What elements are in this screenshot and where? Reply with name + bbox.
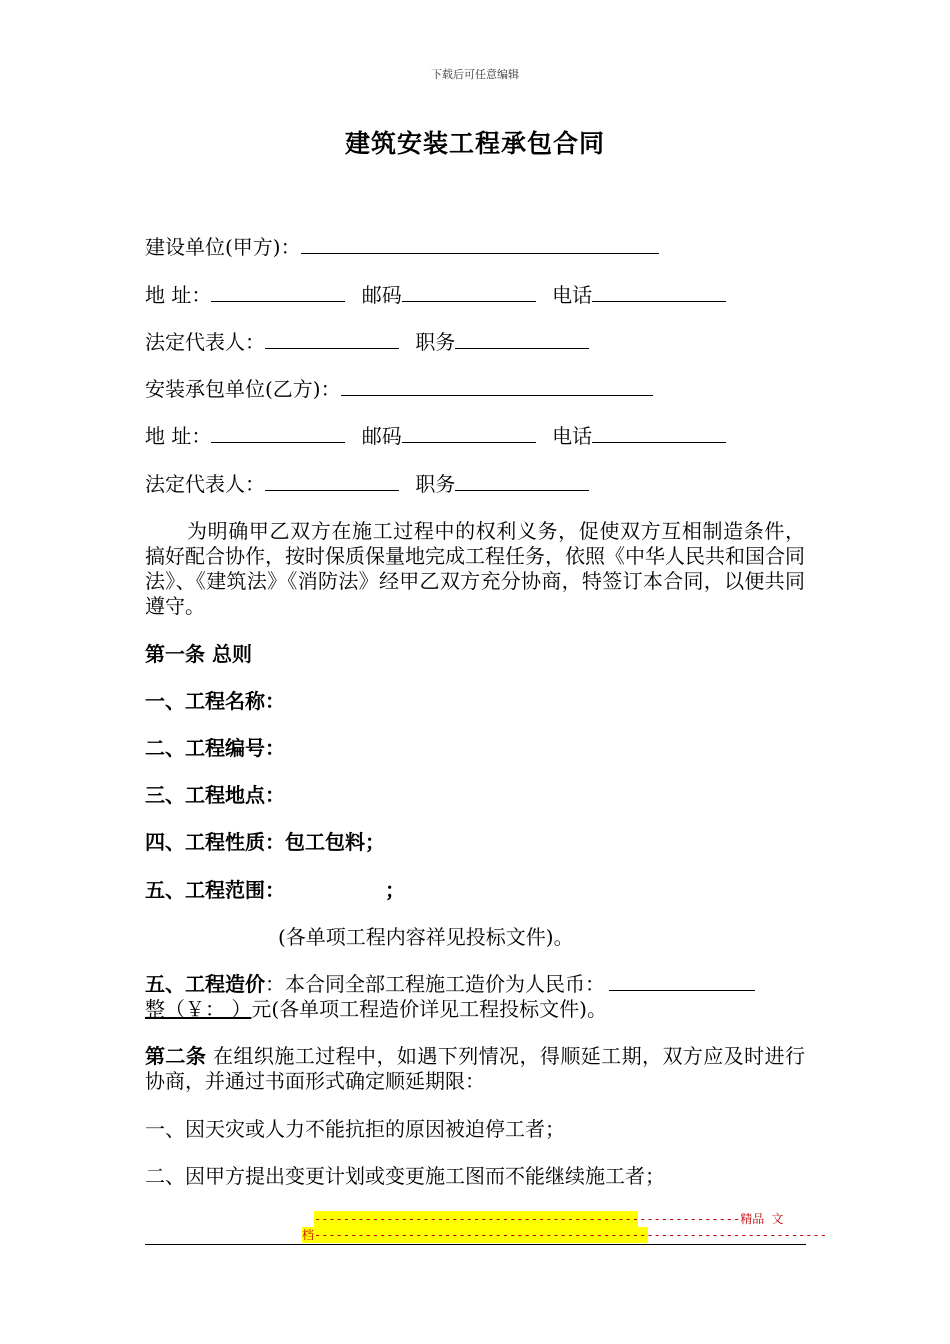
party-a-rep-label: 法定代表人： — [145, 330, 265, 354]
article-1-item-5-note: (各单项工程内容祥见投标文件)。 — [278, 925, 574, 949]
article-1-heading: 第一条 总则 — [145, 642, 252, 666]
article-1-item-5-tail: ； — [385, 878, 405, 902]
party-a-position-blank — [455, 328, 589, 349]
party-a-rep-line — [145, 327, 589, 357]
article-2-heading: 第二条 — [145, 1044, 207, 1068]
intro-paragraph: 为明确甲乙双方在施工过程中的权利义务，促使双方互相制造条件，搞好配合协作，按时保质保量地完成工程任务，依照《中华人民共和国合同法》、《建筑法》《消防法》经甲乙双方充分协商，特签订本合同，以便共同遵守。 — [145, 519, 805, 618]
article-1-item-2: 二、工程编号： — [145, 736, 285, 760]
party-b-address-line — [145, 421, 726, 451]
party-a-postcode-label: 邮码 — [361, 283, 402, 307]
party-a-address-label: 地 址： — [145, 283, 212, 307]
cost-line-2 — [145, 994, 607, 1024]
article-1-item-5 — [145, 875, 405, 905]
party-b-position-label: 职务 — [415, 472, 456, 496]
header-note: 下载后可任意编辑 — [431, 68, 519, 81]
party-a-label: 建设单位(甲方)： — [145, 235, 301, 259]
party-a-rep-blank — [265, 328, 399, 349]
article-2-item-2: 二、因甲方提出变更计划或变更施工图而不能继续施工者； — [145, 1164, 665, 1188]
party-b-label: 安装承包单位(乙方)： — [145, 377, 341, 401]
party-a-postcode-blank — [402, 281, 536, 302]
party-a-phone-label: 电话 — [552, 283, 593, 307]
party-b-phone-blank — [592, 422, 726, 443]
party-a-phone-blank — [592, 281, 726, 302]
party-a-address-line — [145, 280, 726, 310]
party-b-line — [145, 374, 653, 404]
party-a-address-blank — [211, 281, 345, 302]
cost-text: ：本合同全部工程施工造价为人民币： — [265, 972, 605, 996]
party-a-name-blank — [301, 233, 659, 254]
party-b-rep-blank — [265, 470, 399, 491]
party-b-position-blank — [455, 470, 589, 491]
party-b-address-label: 地 址： — [145, 424, 212, 448]
party-b-rep-line — [145, 469, 589, 499]
cost-yuan-blank: 整（￥： ） — [145, 997, 252, 1021]
party-a-position-label: 职务 — [415, 330, 456, 354]
article-2-text: 在组织施工过程中，如遇下列情况，得顺延工期，双方应及时进行协商，并通过书面形式确定顺延期限： — [145, 1044, 806, 1093]
article-1-item-4: 四、工程性质：包工包料； — [145, 830, 385, 854]
footer-watermark-line-2: 档----------------------------------------------------------------------- — [302, 1228, 827, 1242]
article-2-item-1: 一、因天灾或人力不能抗拒的原因被迫停工者； — [145, 1117, 565, 1141]
cost-amount-blank — [609, 970, 755, 991]
party-b-phone-label: 电话 — [552, 424, 593, 448]
footer-watermark-line-1: -----------------------------------------------------------精品 文 — [314, 1212, 784, 1226]
party-b-postcode-label: 邮码 — [361, 424, 402, 448]
cost-label: 五、工程造价 — [145, 972, 265, 996]
party-b-name-blank — [341, 375, 653, 396]
document-title: 建筑安装工程承包合同 — [344, 129, 605, 158]
article-1-item-5-label: 五、工程范围： — [145, 878, 275, 902]
party-b-postcode-blank — [402, 422, 536, 443]
footer-rule — [145, 1244, 806, 1245]
party-b-rep-label: 法定代表人： — [145, 472, 265, 496]
party-b-address-blank — [211, 422, 345, 443]
article-2-paragraph — [145, 1044, 805, 1094]
article-1-item-3: 三、工程地点： — [145, 783, 285, 807]
party-a-line — [145, 232, 659, 262]
cost-line-2-rest: 元(各单项工程造价详见工程投标文件)。 — [251, 997, 607, 1021]
article-1-item-1: 一、工程名称： — [145, 689, 285, 713]
